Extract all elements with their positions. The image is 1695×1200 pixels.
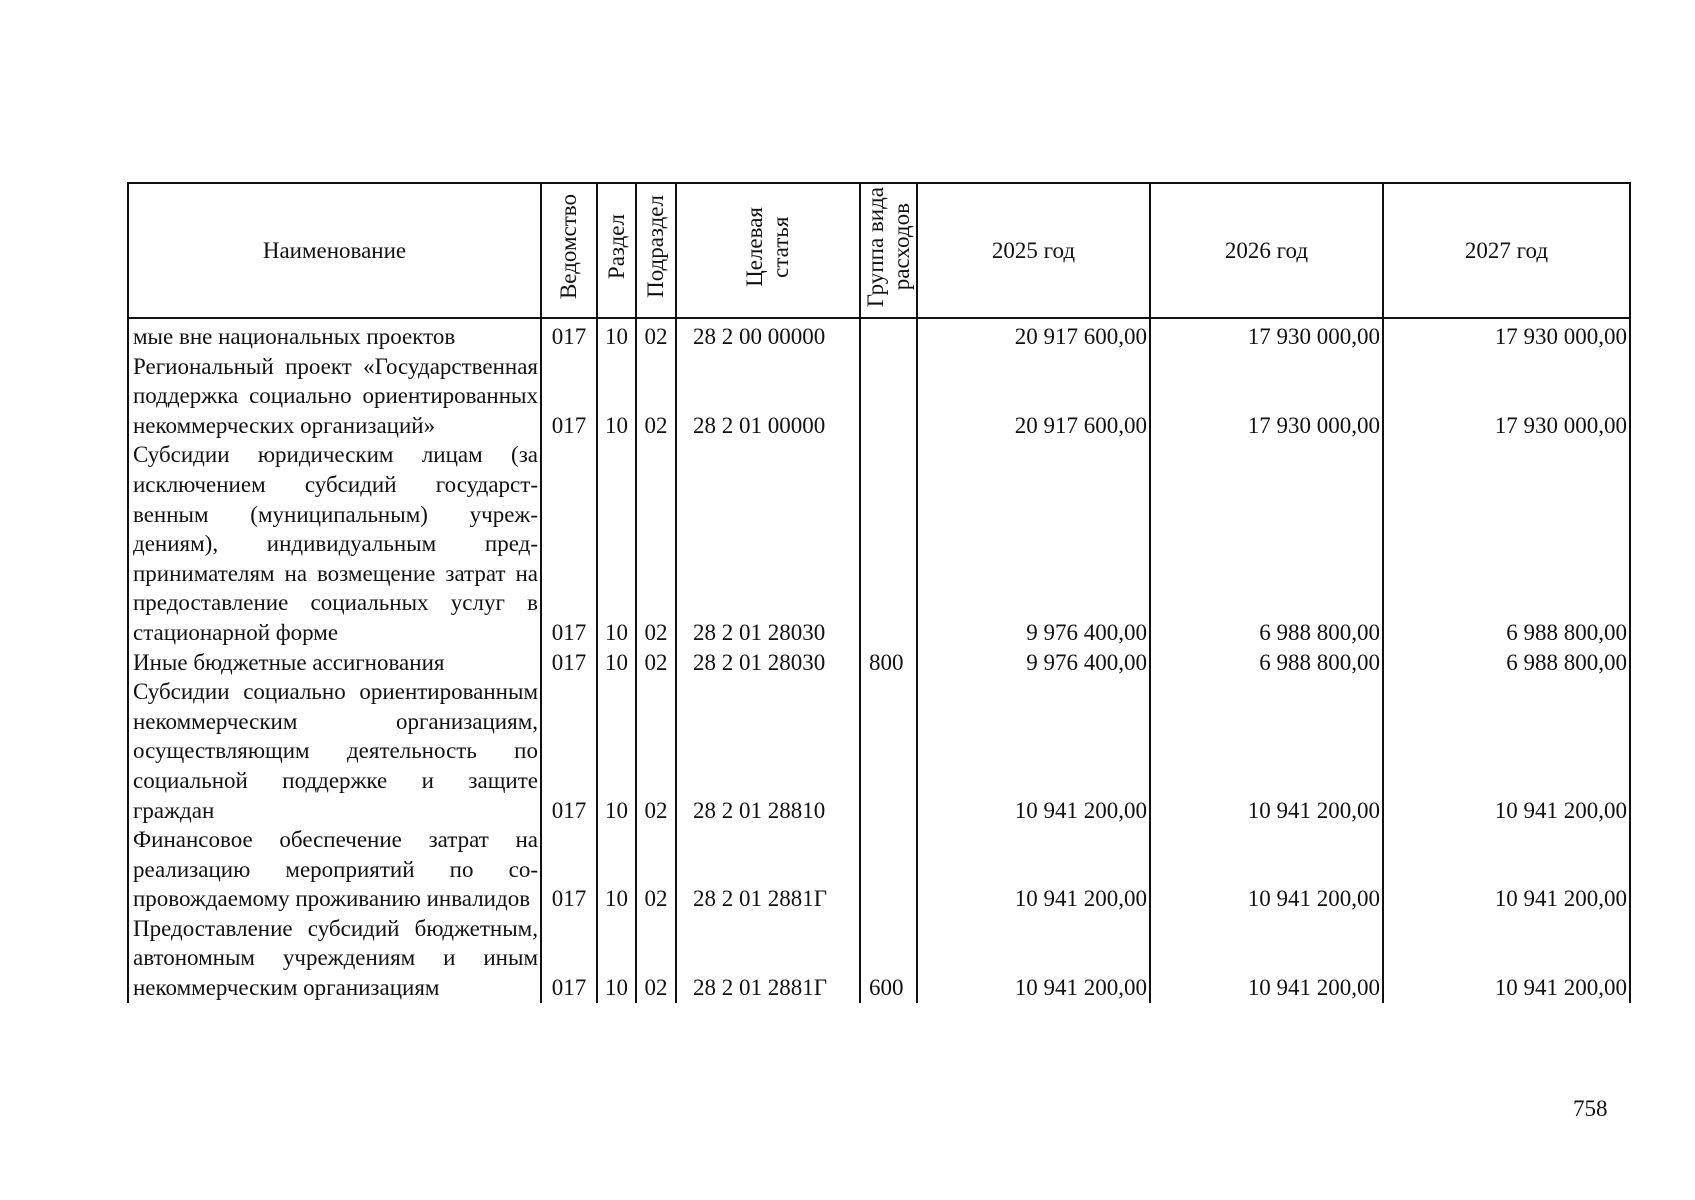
table-header <box>128 183 1630 318</box>
row-group <box>860 440 917 647</box>
row-department: 017 <box>541 318 597 352</box>
row-amount-2025: 20 917 600,00 <box>917 318 1150 352</box>
row-section: 10 <box>597 440 636 647</box>
table-row <box>128 352 1630 441</box>
table-row <box>128 648 1630 678</box>
row-amount-2026: 10 941 200,00 <box>1150 825 1383 914</box>
budget-table <box>127 182 1631 1003</box>
row-amount-2026: 10 941 200,00 <box>1150 677 1383 825</box>
row-section: 10 <box>597 914 636 1003</box>
table-row <box>128 914 1630 1003</box>
row-target: 28 2 01 2881Г <box>676 825 860 914</box>
row-department: 017 <box>541 914 597 1003</box>
row-group <box>860 318 917 352</box>
row-department: 017 <box>541 825 597 914</box>
table-body <box>128 318 1630 1003</box>
row-amount-2027: 10 941 200,00 <box>1383 914 1630 1003</box>
table-row <box>128 677 1630 825</box>
row-target: 28 2 01 28810 <box>676 677 860 825</box>
header-subsection: Подраздел <box>636 183 676 318</box>
row-target: 28 2 01 28030 <box>676 440 860 647</box>
row-group: 800 <box>860 648 917 678</box>
row-amount-2027: 10 941 200,00 <box>1383 677 1630 825</box>
row-amount-2026: 10 941 200,00 <box>1150 914 1383 1003</box>
row-amount-2026: 17 930 000,00 <box>1150 352 1383 441</box>
row-department: 017 <box>541 352 597 441</box>
header-section: Раздел <box>597 183 636 318</box>
row-subsection: 02 <box>636 914 676 1003</box>
row-amount-2025: 9 976 400,00 <box>917 440 1150 647</box>
row-name: Субсидии социально ориентированным некоммерческим организациям, осуществляющим деятельность по социальной поддержке и защите граждан <box>128 677 541 825</box>
row-department: 017 <box>541 677 597 825</box>
row-section: 10 <box>597 677 636 825</box>
row-group: 600 <box>860 914 917 1003</box>
header-department: Ведомство <box>541 183 597 318</box>
row-amount-2026: 6 988 800,00 <box>1150 648 1383 678</box>
row-target: 28 2 00 00000 <box>676 318 860 352</box>
row-amount-2025: 10 941 200,00 <box>917 825 1150 914</box>
row-target: 28 2 01 00000 <box>676 352 860 441</box>
row-amount-2025: 9 976 400,00 <box>917 648 1150 678</box>
row-target: 28 2 01 2881Г <box>676 914 860 1003</box>
header-year-2027: 2027 год <box>1383 183 1630 318</box>
row-amount-2027: 17 930 000,00 <box>1383 352 1630 441</box>
row-amount-2027: 6 988 800,00 <box>1383 648 1630 678</box>
row-name: Иные бюджетные ассигнования <box>128 648 541 678</box>
row-amount-2025: 20 917 600,00 <box>917 352 1150 441</box>
row-amount-2027: 17 930 000,00 <box>1383 318 1630 352</box>
row-section: 10 <box>597 825 636 914</box>
row-name: мые вне национальных проектов <box>128 318 541 352</box>
row-amount-2027: 6 988 800,00 <box>1383 440 1630 647</box>
header-target-article: Целевая статья <box>676 183 860 318</box>
page-number: 758 <box>1573 1096 1608 1121</box>
row-department: 017 <box>541 648 597 678</box>
row-name: Региональный проект «Государственная поддержка социально ориентированных некоммерческих организаций» <box>128 352 541 441</box>
row-group <box>860 825 917 914</box>
row-amount-2027: 10 941 200,00 <box>1383 825 1630 914</box>
row-name: Финансовое обеспечение затрат на реализацию мероприятий по сопровождаемому проживанию инвалидов <box>128 825 541 914</box>
row-amount-2025: 10 941 200,00 <box>917 677 1150 825</box>
row-section: 10 <box>597 318 636 352</box>
row-subsection: 02 <box>636 648 676 678</box>
header-year-2026: 2026 год <box>1150 183 1383 318</box>
row-amount-2026: 6 988 800,00 <box>1150 440 1383 647</box>
row-subsection: 02 <box>636 318 676 352</box>
row-subsection: 02 <box>636 352 676 441</box>
table-row <box>128 440 1630 647</box>
row-name: Субсидии юридическим лицам (за исключением субсидий государственным (муниципальным) учреждениям), индивидуальным предпринимателям на возмещение затрат на предоставление социальных услуг в стационарной форме <box>128 440 541 647</box>
row-department: 017 <box>541 440 597 647</box>
table-row <box>128 318 1630 352</box>
table-row <box>128 825 1630 914</box>
row-target: 28 2 01 28030 <box>676 648 860 678</box>
row-subsection: 02 <box>636 677 676 825</box>
row-section: 10 <box>597 352 636 441</box>
header-name: Наименование <box>128 183 541 318</box>
header-year-2025: 2025 год <box>917 183 1150 318</box>
row-amount-2025: 10 941 200,00 <box>917 914 1150 1003</box>
row-subsection: 02 <box>636 825 676 914</box>
row-subsection: 02 <box>636 440 676 647</box>
header-expense-group: Группа вида расходов <box>860 183 917 318</box>
row-group <box>860 352 917 441</box>
row-group <box>860 677 917 825</box>
row-section: 10 <box>597 648 636 678</box>
row-name: Предоставление субсидий бюджетным, автономным учреждениям и иным некоммерческим организациям <box>128 914 541 1003</box>
row-amount-2026: 17 930 000,00 <box>1150 318 1383 352</box>
